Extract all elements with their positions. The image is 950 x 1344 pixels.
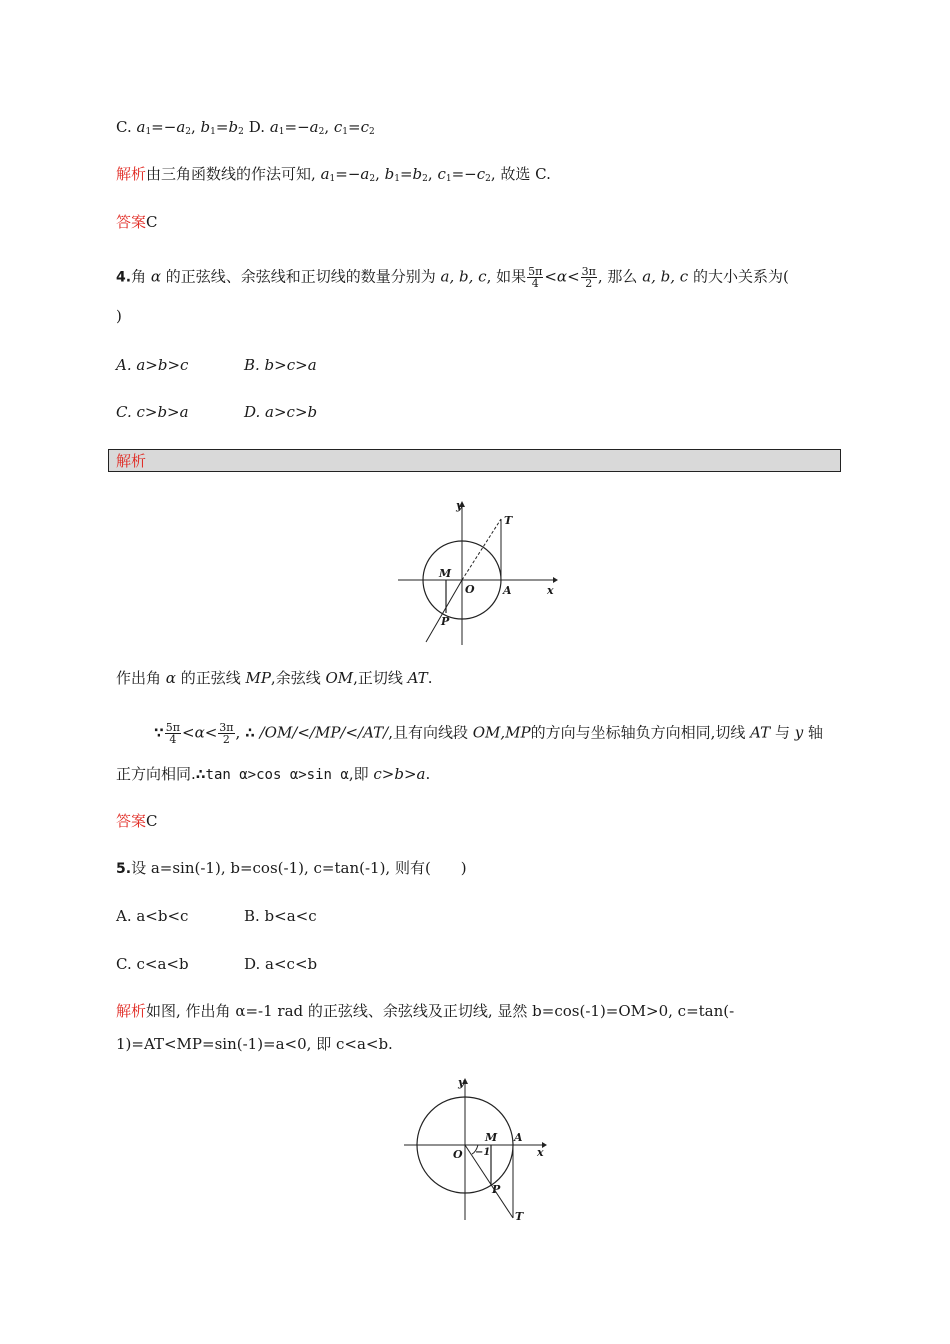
label-P: P [441,615,450,628]
q3-option-c: C. $a_1=-a_2$, $b_1=b_2$ [116,118,244,137]
q4-option-c: C. c>b>a [116,403,189,421]
q5-option-d: D. a<c<b [244,955,318,973]
q4-options-row1 [116,355,317,375]
label-O: O [453,1148,463,1161]
analysis-label: 解析 [116,452,147,470]
question-number: 5. [116,861,132,877]
q4-option-d: D. a>c>b [244,403,318,421]
answer-label: 答案 [116,812,147,830]
q4-stem-close: ) [116,307,122,325]
q5-stem: 5.设 a=sin(-1), b=cos(-1), c=tan(-1), 则有( ) [116,859,467,877]
q4-expl-line3: 正方向相同.∴tan α>cos α>sin α,即 c>b>a. [116,765,431,783]
label-A: A [503,584,512,597]
q5-analysis-line2: 1)=AT<MP=sin(-1)=a<0, 即 c<a<b. [116,1035,393,1053]
q5-analysis-line1: 解析如图, 作出角 α=-1 rad 的正弦线、余弦线及正切线, 显然 b=cos(-1)=OM>0, c=tan(- [116,1002,735,1020]
q4-answer [116,811,158,831]
q5-option-a: A. a<b<c [116,907,189,925]
fraction-3pi-2: $\frac{3\pi}{2}$ [581,265,596,290]
label-M: M [485,1131,498,1144]
q3-answer [116,212,158,232]
extended-ray [462,519,501,580]
label-M: M [439,567,452,580]
q5-option-b: B. b<a<c [244,907,317,925]
q4-options-row2 [116,402,317,422]
q5-option-c: C. c<a<b [116,955,189,973]
label-A: A [514,1131,523,1144]
answer-value: C [146,812,158,830]
q5-options-row1 [116,906,317,926]
label-y: y [458,1076,465,1089]
q4-option-b: B. b>c>a [244,356,317,374]
q5-options-row2 [116,954,317,974]
q3-options [116,117,375,142]
analysis-label: 解析 [116,1002,147,1020]
q4-expl-line2: ∵ $\frac{5\pi}{4}$ <α< $\frac{3\pi}{2}$ , ∴ /OM/</MP/</AT/,且有向线段 OM,MP的方向与坐标轴负方向相同,切线 AT 与 y 轴 [154,721,824,746]
answer-value: C [146,213,158,231]
q4-stem: 4.角 α 的正弦线、余弦线和正切线的数量分别为 a, b, c, 如果 $\frac{5\pi}{4}$ <α< $\frac{3\pi}{2}$ , 那么 a, b, c 的大小关系为( [116,265,789,290]
unit-circle-figure-q5 [400,1074,552,1224]
q3-option-d: D. $a_1=-a_2$, $c_1=c_2$ [248,118,375,137]
terminal-side [426,580,462,642]
label-O: O [465,583,475,596]
label-neg1: −1 [475,1147,491,1158]
unit-circle-figure-q4 [395,497,560,649]
q3-analysis: 解析由三角函数线的作法可知, $a_1=-a_2$, $b_1=b_2$, $c_1=-c_2$, 故选 C. [116,165,551,184]
label-x: x [547,584,554,597]
analysis-header-box [108,449,841,472]
fraction-5pi-4: $\frac{5\pi}{4}$ [528,265,543,290]
label-x: x [537,1146,544,1159]
x-axis-arrow [553,577,558,583]
q4-option-a: A. a>b>c [116,356,189,374]
label-T: T [504,514,513,527]
answer-label: 答案 [116,213,147,231]
analysis-label: 解析 [116,165,147,183]
label-y: y [456,499,463,512]
question-number: 4. [116,269,132,286]
q4-expl-line1: 作出角 α 的正弦线 MP,余弦线 OM,正切线 AT. [116,669,433,687]
label-P: P [492,1183,501,1196]
label-T: T [515,1210,524,1223]
